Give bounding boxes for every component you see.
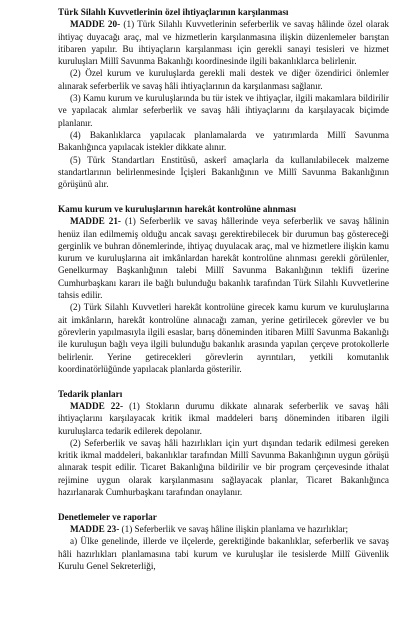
section-heading: Denetlemeler ve raporlar	[58, 511, 157, 522]
paragraph: (2) Seferberlik ve savaş hâli hazırlıkları için yurt dışından tedarik edilmesi gereken kritik ikmal maddeleri, bakanlıklar tarafından Millî Savunma Bakanlığının uygun görüşü alınarak tespit edilir. Ticaret Bakanlığına bildirilir ve bir program çerçevesinde ithalat rejimine uygun olarak karşılanmasını sağlayacak planlar, Ticaret Bakanlığınca hazırlanarak Cumhurbaşkanı tarafından onaylanır.	[58, 437, 389, 497]
article-20-section	[58, 6, 389, 190]
article-text: (1) Seferberlik ve savaş hâllerinde veya seferberlik ve savaş hâlinin henüz ilan edilmemiş olduğu ancak savaşı gerektirebilecek bir durumun baş göstereceği gerginlik ve buhran dönemlerinde, ihtiyaç duyulacak araç, mal ve hizmetlere ilişkin kamu kurum ve kuruluşlarına ait imkânlardan harekât kontrolüne alınması gerekli görülenler, Genelkurmay Başkanlığının talebi Millî Savunma Bakanlığının teklifi üzerine Cumhurbaşkanı kararı ile bağlı bulunduğu bakanlık tarafından Türk Silahlı Kuvvetlerine tahsis edilir.	[58, 216, 389, 301]
article-label: MADDE 22-	[70, 400, 124, 411]
article-text: (1) Türk Silahlı Kuvvetlerinin seferberlik ve savaş hâlinde özel olarak ihtiyaç duyacağı araç, mal ve hizmetlerin karşılanmasına ilişkin düzenlemeler barıştan itibaren yapılır. Bu ihtiyaçların karşılanması için gerekli sanayi tesisleri ve hizmet kuruluşları Millî Savunma Bakanlığı koordinesinde ilgili bakanlıklarca belirlenir.	[58, 19, 390, 67]
article-paragraph	[58, 400, 389, 437]
section-heading: Tedarik planları	[58, 388, 123, 399]
article-paragraph	[58, 18, 389, 67]
paragraph: a) Ülke genelinde, illerde ve ilçelerde, gerektiğinde bakanlıklar, seferberlik ve savaş hâli hazırlıkları planlamasına tabi kurum ve kuruluşlar ile tesislerde Millî Güvenlik Kurulu Genel Sekreterliği,	[58, 536, 389, 571]
paragraph: (5) Türk Standartları Enstitüsü, askerî amaçlarla da kullanılabilecek malzeme standartlarının belirlenmesinde İçişleri Bakanlığının ve Millî Savunma Bakanlığının görüşünü alır.	[58, 154, 389, 190]
section-heading: Kamu kurum ve kuruluşlarının harekât kontrolüne alınması	[58, 203, 297, 214]
article-paragraph	[58, 523, 389, 535]
article-21-section	[58, 203, 389, 375]
article-22-section	[58, 388, 389, 499]
article-label: MADDE 20-	[70, 19, 121, 30]
paragraph: (2) Özel kurum ve kuruluşlarda gerekli mali destek ve diğer özendirici önlemler alınarak seferberlik ve savaş hâli ihtiyaçlarının da karşılanması sağlanır.	[58, 68, 389, 91]
paragraph: (4) Bakanlıklarca yapılacak planlamalarda ve yatırımlarda Millî Savunma Bakanlığınca yapılacak istekler dikkate alınır.	[58, 129, 389, 153]
article-label: MADDE 23-	[70, 524, 120, 535]
article-label: MADDE 21-	[70, 216, 121, 227]
section-heading: Türk Silahlı Kuvvetlerinin özel ihtiyaçlarının karşılanması	[58, 7, 289, 17]
paragraph: (3) Kamu kurum ve kuruluşlarında bu tür istek ve ihtiyaçlar, ilgili makamlara bildirilir ve yapılacak alımlar seferberlik ve savaş hâli ihtiyaçlarını da karşılayacak biçimde planlanır.	[58, 93, 389, 128]
article-text: (1) Seferberlik ve savaş hâline ilişkin planlama ve hazırlıklar;	[119, 524, 349, 535]
article-paragraph	[58, 215, 389, 301]
article-23-section	[58, 511, 389, 572]
article-text: (1) Stokların durumu dikkate alınarak seferberlik ve savaş hâli ihtiyaçlarını karşılayacak kritik ikmal maddeleri barış döneminden itibaren ilgili kuruluşlarca tedarik edilerek depolanır.	[58, 400, 389, 436]
paragraph: (2) Türk Silahlı Kuvvetleri harekât kontrolüne girecek kamu kurum ve kuruluşlarına ait imkânların, harekât kontrolüne alınacağı zaman, yerine getirilecek görevler ve bu görevlerin yapılmasıyla ilgili esaslar, barış döneminden itibaren Millî Savunma Bakanlığı ile kuruluşun bağlı veya ilgili bulunduğu bakanlık arasında yapılan çerçeve protokollerle belirlenir. Yerine getirecekleri görevlerin ayrıntıları, yetkili komutanlık koordinatörlüğünde yapılacak planlarda gösterilir.	[58, 302, 389, 374]
